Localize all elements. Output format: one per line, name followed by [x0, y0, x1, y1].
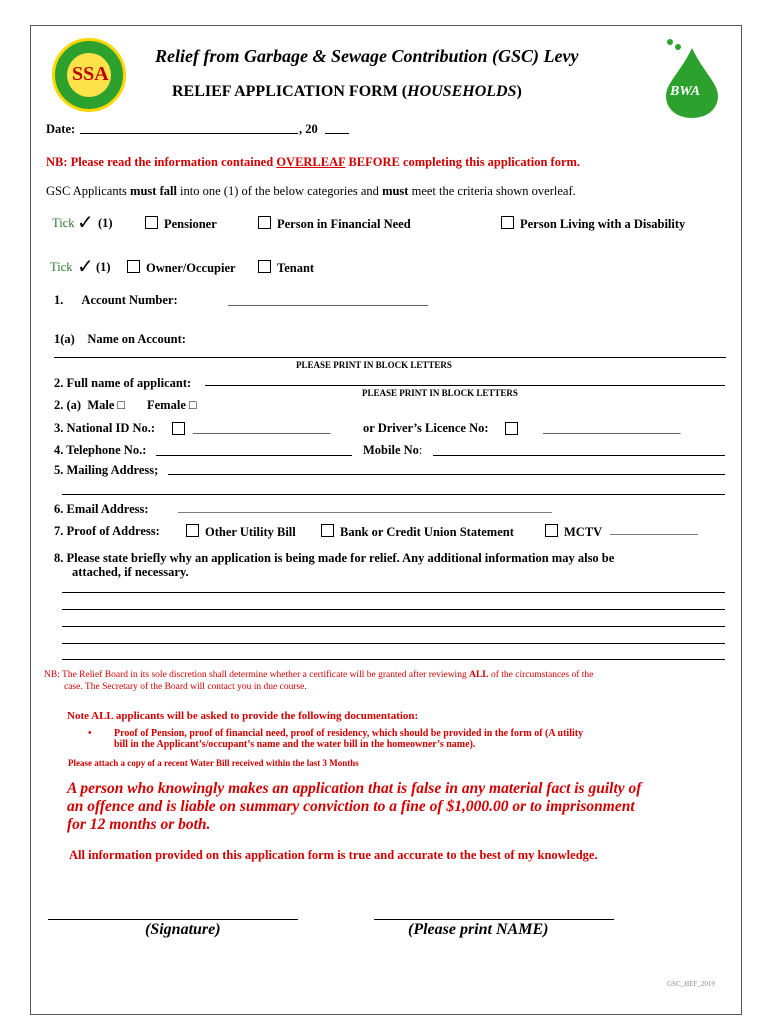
note-item-cont: bill in the Applicant’s/occupant’s name and the water bill in the homeowner’s name). [114, 739, 476, 750]
other-utility-option[interactable]: Other Utility Bill [186, 524, 296, 540]
national-id-field[interactable]: ______________________ [193, 421, 331, 435]
tick-label-2: Tick [50, 260, 73, 274]
print-name-line[interactable] [374, 919, 614, 920]
block-letters-note: PLEASE PRINT IN BLOCK LETTERS [296, 360, 452, 370]
tick-count-1: (1) [98, 216, 113, 230]
telephone-field[interactable] [156, 455, 352, 456]
reason-line[interactable] [62, 592, 725, 593]
checkbox-icon[interactable] [321, 524, 334, 537]
nb-overleaf: NB: Please read the information contained OVERLEAF BEFORE completing this application form. [46, 155, 581, 169]
financial-need-option[interactable]: Person in Financial Need [258, 216, 411, 232]
checkbox-icon[interactable] [258, 216, 271, 229]
full-name-field[interactable] [205, 385, 725, 386]
male-option[interactable]: 2. (a) Male □ [54, 398, 126, 412]
warning-line2: an offence and is liable on summary conviction to a fine of $1,000.00 or to imprisonment [67, 798, 635, 815]
block-letters-note: PLEASE PRINT IN BLOCK LETTERS [362, 388, 518, 398]
bank-statement-option[interactable]: Bank or Credit Union Statement [321, 524, 514, 540]
mctv-option[interactable]: MCTV [545, 524, 602, 540]
owner-occupier-option[interactable]: Owner/Occupier [127, 260, 236, 276]
checkbox-icon[interactable]: □ [117, 398, 126, 412]
mobile-label: Mobile No: [363, 443, 423, 457]
signature-label: (Signature) [145, 921, 221, 938]
footer-code: GSC_HEF_2019 [667, 980, 715, 988]
account-number-field[interactable]: ________________________________ [228, 293, 428, 307]
signature-line[interactable] [48, 919, 298, 920]
nb-board-line2: case. The Secretary of the Board will contact you in due course. [64, 682, 307, 692]
proof-of-address-label: 7. Proof of Address: [54, 524, 160, 538]
date-field[interactable] [80, 133, 298, 134]
mobile-field[interactable] [433, 455, 725, 456]
note-item: Proof of Pension, proof of financial need, proof of residency, which should be provided in the form of (A utility [114, 728, 584, 739]
full-name-label: 2. Full name of applicant: [54, 376, 192, 390]
form-subtitle: RELIEF APPLICATION FORM (HOUSEHOLDS) [172, 83, 522, 100]
warning-line1: A person who knowingly makes an application that is false in any material fact is guilty of [67, 780, 642, 797]
tenant-option[interactable]: Tenant [258, 260, 314, 276]
declaration: All information provided on this application form is true and accurate to the best of my knowledge. [69, 848, 598, 862]
print-name-label: (Please print NAME) [408, 921, 549, 938]
reason-question-cont: attached, if necessary. [72, 565, 189, 579]
account-number-label: 1. Account Number: [54, 293, 178, 307]
criteria-text: GSC Applicants must fall into one (1) of the below categories and must meet the criteria shown overleaf. [46, 184, 576, 198]
date-year-field[interactable] [325, 133, 349, 134]
disability-option[interactable]: Person Living with a Disability [501, 216, 685, 232]
name-on-account-field[interactable] [54, 357, 726, 358]
mailing-address-field-2[interactable] [62, 494, 725, 495]
checkbox-icon[interactable] [501, 216, 514, 229]
checkmark-icon: ✓ [77, 256, 94, 278]
date-year-prefix: , 20 [299, 122, 318, 136]
national-id-label: 3. National ID No.: [54, 421, 156, 435]
female-option[interactable]: Female □ [147, 398, 197, 412]
pensioner-option[interactable]: Pensioner [145, 216, 217, 232]
email-label: 6. Email Address: [54, 502, 149, 516]
national-id-checkbox[interactable] [172, 422, 185, 435]
mctv-field[interactable]: ________________ [610, 524, 698, 536]
drivers-licence-checkbox[interactable] [505, 422, 518, 435]
reason-question: 8. Please state briefly why an application is being made for relief. Any additional information may also be [54, 551, 615, 565]
mailing-address-label: 5. Mailing Address; [54, 463, 159, 477]
bwa-logo [660, 38, 722, 118]
form-border [30, 25, 742, 1015]
checkmark-icon: ✓ [77, 212, 94, 234]
telephone-label: 4. Telephone No.: [54, 443, 147, 457]
email-field[interactable]: ____________________________________________________________________ [178, 502, 552, 514]
gsc-logo-letters: SSA [72, 63, 109, 85]
warning-line3: for 12 months or both. [67, 816, 211, 833]
reason-line[interactable] [62, 609, 725, 610]
mailing-address-field[interactable] [168, 474, 725, 475]
note-heading: Note ALL applicants will be asked to provide the following documentation: [67, 710, 419, 722]
reason-line[interactable] [62, 659, 725, 660]
tick-label-1: Tick [52, 216, 75, 230]
form-title: Relief from Garbage & Sewage Contribution (GSC) Levy [155, 46, 579, 66]
reason-line[interactable] [62, 643, 725, 644]
name-on-account-label: 1(a) Name on Account: [54, 332, 186, 346]
checkbox-icon[interactable] [127, 260, 140, 273]
nb-board-line1: NB: The Relief Board in its sole discretion shall determine whether a certificate will be granted after reviewing ALL of the circumstances of the [44, 670, 594, 680]
drivers-licence-field[interactable]: ______________________ [543, 421, 681, 435]
tick-count-2: (1) [96, 260, 111, 274]
reason-line[interactable] [62, 626, 725, 627]
bwa-logo-text: BWA [670, 84, 701, 99]
drivers-licence-label: or Driver’s Licence No: [363, 421, 489, 435]
bullet-icon: • [88, 728, 92, 739]
checkbox-icon[interactable] [145, 216, 158, 229]
checkbox-icon[interactable] [186, 524, 199, 537]
attach-water-bill-note: Please attach a copy of a recent Water Bill received within the last 3 Months [68, 758, 359, 768]
date-label: Date: [46, 122, 76, 136]
checkbox-icon[interactable] [258, 260, 271, 273]
checkbox-icon[interactable] [545, 524, 558, 537]
checkbox-icon[interactable]: □ [189, 398, 197, 412]
gsc-logo [52, 38, 126, 112]
